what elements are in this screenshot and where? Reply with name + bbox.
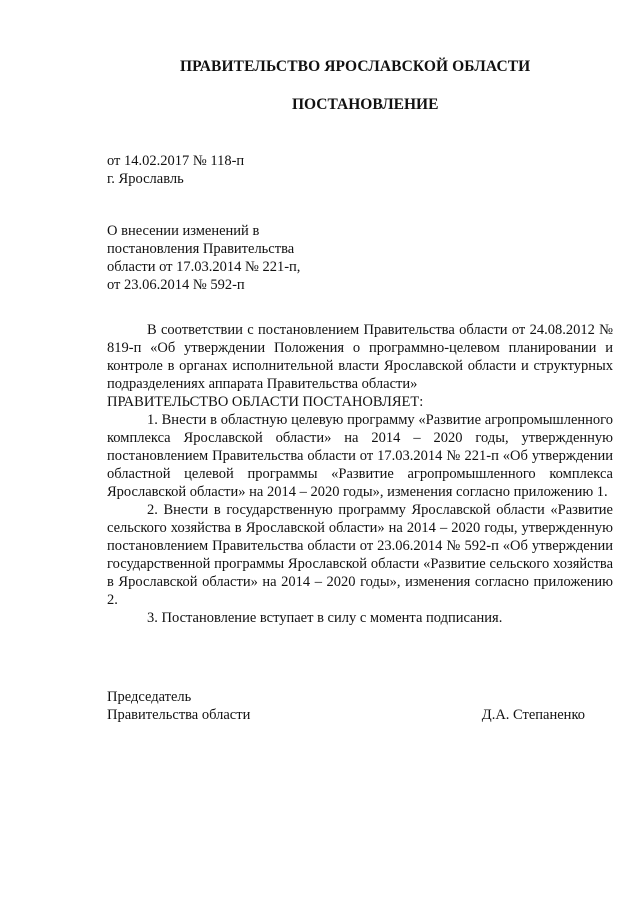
organization-title: ПРАВИТЕЛЬСТВО ЯРОСЛАВСКОЙ ОБЛАСТИ — [180, 58, 531, 75]
document-type: ПОСТАНОВЛЕНИЕ — [292, 96, 439, 113]
city: г. Ярославль — [107, 171, 184, 187]
subject-line: области от 17.03.2014 № 221-п, — [107, 259, 301, 275]
item-paragraph-3: 3. Постановление вступает в силу с момента подписания. — [147, 610, 503, 626]
preamble-paragraph: В соответствии с постановлением Правительства области от 24.08.2012 № 819-п «Об утверждении Положения о программно-целевом планировании и контроле в органах исполнительной власти Ярославской области и структурных подразделениях аппарата Правительства области» — [107, 322, 613, 392]
signature-row — [107, 706, 613, 724]
date-number: от 14.02.2017 № 118-п — [107, 153, 245, 169]
document-body — [107, 321, 613, 627]
resolves-line: ПРАВИТЕЛЬСТВО ОБЛАСТИ ПОСТАНОВЛЯЕТ: — [107, 394, 424, 410]
document-meta — [107, 152, 244, 188]
signatory-name: Д.А. Степаненко — [481, 707, 585, 723]
document-subject — [107, 222, 367, 294]
signatory-title-line2: Правительства области — [107, 707, 251, 723]
signature-block — [107, 688, 613, 724]
signatory-title-line1: Председатель — [107, 689, 192, 705]
item-paragraph-1: 1. Внести в областную целевую программу «Развитие агропромышленного комплекса Ярославской области» на 2014 – 2020 годы, утвержденную постановлением Правительства области от 17.03.2014 № 221-п «Об утверждении областной целевой программы «Развитие агропромышленного комплекса Ярославской области» на 2014 – 2020 годы», изменения согласно приложению 1. — [107, 412, 613, 500]
item-paragraph-2: 2. Внести в государственную программу Ярославской области «Развитие сельского хозяйства в Ярославской области» на 2014 – 2020 годы, утвержденную постановлением Правительства области от 23.06.2014 № 592-п «Об утверждении государственной программы Ярославской области «Развитие сельского хозяйства в Ярославской области» на 2014 – 2020 годы», изменения согласно приложению 2. — [107, 502, 613, 608]
subject-line: О внесении изменений в — [107, 223, 260, 239]
subject-line: постановления Правительства — [107, 241, 295, 257]
subject-line: от 23.06.2014 № 592-п — [107, 277, 245, 293]
